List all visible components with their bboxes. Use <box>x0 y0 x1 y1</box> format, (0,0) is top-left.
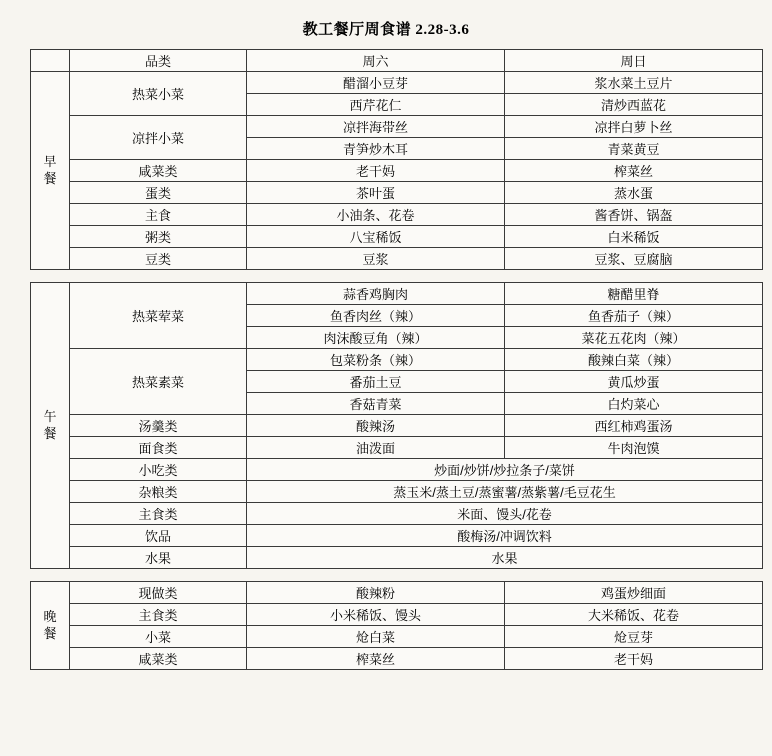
dish-cell-sunday: 清炒西蓝花 <box>505 94 763 116</box>
table-row <box>31 72 763 94</box>
dish-cell-sunday: 鸡蛋炒细面 <box>505 582 763 604</box>
category-label: 汤羹类 <box>70 415 247 437</box>
table-row <box>31 481 763 503</box>
meal-label <box>31 283 70 569</box>
dish-cell-sunday: 青菜黄豆 <box>505 138 763 160</box>
header-saturday: 周六 <box>247 50 505 72</box>
table-row <box>31 248 763 270</box>
dish-cell-sunday: 豆浆、豆腐脑 <box>505 248 763 270</box>
category-label: 主食类 <box>70 503 247 525</box>
dish-cell-sunday: 榨菜丝 <box>505 160 763 182</box>
dish-cell-both-days: 水果 <box>247 547 763 569</box>
category-label: 主食类 <box>70 604 247 626</box>
dish-cell-both-days: 米面、馒头/花卷 <box>247 503 763 525</box>
dish-cell-saturday: 老干妈 <box>247 160 505 182</box>
dish-cell-sunday: 菜花五花肉（辣） <box>505 327 763 349</box>
meal-label <box>31 72 70 270</box>
meal-label-text: 早餐 <box>43 153 57 186</box>
table-header-row <box>31 50 763 72</box>
category-label: 热菜荤菜 <box>70 283 247 349</box>
dish-cell-saturday: 小米稀饭、馒头 <box>247 604 505 626</box>
dish-cell-saturday: 番茄土豆 <box>247 371 505 393</box>
dish-cell-sunday: 蒸水蛋 <box>505 182 763 204</box>
dish-cell-sunday: 黄瓜炒蛋 <box>505 371 763 393</box>
table-row <box>31 160 763 182</box>
dish-cell-sunday: 大米稀饭、花卷 <box>505 604 763 626</box>
table-row <box>31 204 763 226</box>
table-row <box>31 525 763 547</box>
dish-cell-sunday: 老干妈 <box>505 648 763 670</box>
dish-cell-both-days: 炒面/炒饼/炒拉条子/菜饼 <box>247 459 763 481</box>
category-label: 粥类 <box>70 226 247 248</box>
weekly-menu-table <box>30 49 763 670</box>
table-row <box>31 626 763 648</box>
dish-cell-sunday: 浆水菜土豆片 <box>505 72 763 94</box>
dish-cell-saturday: 包菜粉条（辣） <box>247 349 505 371</box>
category-label: 咸菜类 <box>70 648 247 670</box>
dish-cell-saturday: 酸辣汤 <box>247 415 505 437</box>
dish-cell-saturday: 醋溜小豆芽 <box>247 72 505 94</box>
dish-cell-both-days: 酸梅汤/冲调饮料 <box>247 525 763 547</box>
dish-cell-sunday: 牛肉泡馍 <box>505 437 763 459</box>
dish-cell-saturday: 酸辣粉 <box>247 582 505 604</box>
header-sunday: 周日 <box>505 50 763 72</box>
table-row <box>31 437 763 459</box>
dish-cell-sunday: 西红柿鸡蛋汤 <box>505 415 763 437</box>
dish-cell-sunday: 糖醋里脊 <box>505 283 763 305</box>
dish-cell-sunday: 白米稀饭 <box>505 226 763 248</box>
page-title: 教工餐厅周食谱 2.28-3.6 <box>302 22 470 38</box>
table-row <box>31 604 763 626</box>
dish-cell-saturday: 凉拌海带丝 <box>247 116 505 138</box>
dish-cell-sunday: 炝豆芽 <box>505 626 763 648</box>
category-label: 饮品 <box>70 525 247 547</box>
dish-cell-saturday: 青笋炒木耳 <box>247 138 505 160</box>
dish-cell-both-days: 蒸玉米/蒸土豆/蒸蜜薯/蒸紫薯/毛豆花生 <box>247 481 763 503</box>
meal-label-text: 晚餐 <box>43 608 57 641</box>
dish-cell-saturday: 蒜香鸡胸肉 <box>247 283 505 305</box>
menu-table-body <box>31 50 763 670</box>
header-category: 品类 <box>70 50 247 72</box>
table-row <box>31 349 763 371</box>
table-row <box>31 547 763 569</box>
table-row <box>31 648 763 670</box>
category-label: 热菜素菜 <box>70 349 247 415</box>
dish-cell-saturday: 香菇青菜 <box>247 393 505 415</box>
dish-cell-saturday: 茶叶蛋 <box>247 182 505 204</box>
category-label: 主食 <box>70 204 247 226</box>
category-label: 凉拌小菜 <box>70 116 247 160</box>
table-row <box>31 226 763 248</box>
table-row <box>31 116 763 138</box>
dish-cell-saturday: 豆浆 <box>247 248 505 270</box>
category-label: 豆类 <box>70 248 247 270</box>
category-label: 小吃类 <box>70 459 247 481</box>
dish-cell-saturday: 炝白菜 <box>247 626 505 648</box>
dish-cell-sunday: 酸辣白菜（辣） <box>505 349 763 371</box>
dish-cell-sunday: 白灼菜心 <box>505 393 763 415</box>
section-spacer-cell <box>31 270 763 283</box>
header-meal-corner <box>31 50 70 72</box>
table-row <box>31 283 763 305</box>
category-label: 小菜 <box>70 626 247 648</box>
table-row <box>31 415 763 437</box>
meal-label-text: 午餐 <box>43 408 57 441</box>
category-label: 水果 <box>70 547 247 569</box>
category-label: 面食类 <box>70 437 247 459</box>
category-label: 现做类 <box>70 582 247 604</box>
dish-cell-saturday: 小油条、花卷 <box>247 204 505 226</box>
dish-cell-saturday: 油泼面 <box>247 437 505 459</box>
category-label: 杂粮类 <box>70 481 247 503</box>
dish-cell-sunday: 鱼香茄子（辣） <box>505 305 763 327</box>
table-row <box>31 182 763 204</box>
dish-cell-sunday: 酱香饼、锅盔 <box>505 204 763 226</box>
category-label: 咸菜类 <box>70 160 247 182</box>
section-spacer <box>31 569 763 582</box>
table-row <box>31 459 763 481</box>
category-label: 热菜小菜 <box>70 72 247 116</box>
dish-cell-saturday: 八宝稀饭 <box>247 226 505 248</box>
dish-cell-sunday: 凉拌白萝卜丝 <box>505 116 763 138</box>
meal-label <box>31 582 70 670</box>
dish-cell-saturday: 西芹花仁 <box>247 94 505 116</box>
section-spacer-cell <box>31 569 763 582</box>
dish-cell-saturday: 榨菜丝 <box>247 648 505 670</box>
section-spacer <box>31 270 763 283</box>
dish-cell-saturday: 鱼香肉丝（辣） <box>247 305 505 327</box>
table-row <box>31 582 763 604</box>
dish-cell-saturday: 肉沫酸豆角（辣） <box>247 327 505 349</box>
category-label: 蛋类 <box>70 182 247 204</box>
table-row <box>31 503 763 525</box>
